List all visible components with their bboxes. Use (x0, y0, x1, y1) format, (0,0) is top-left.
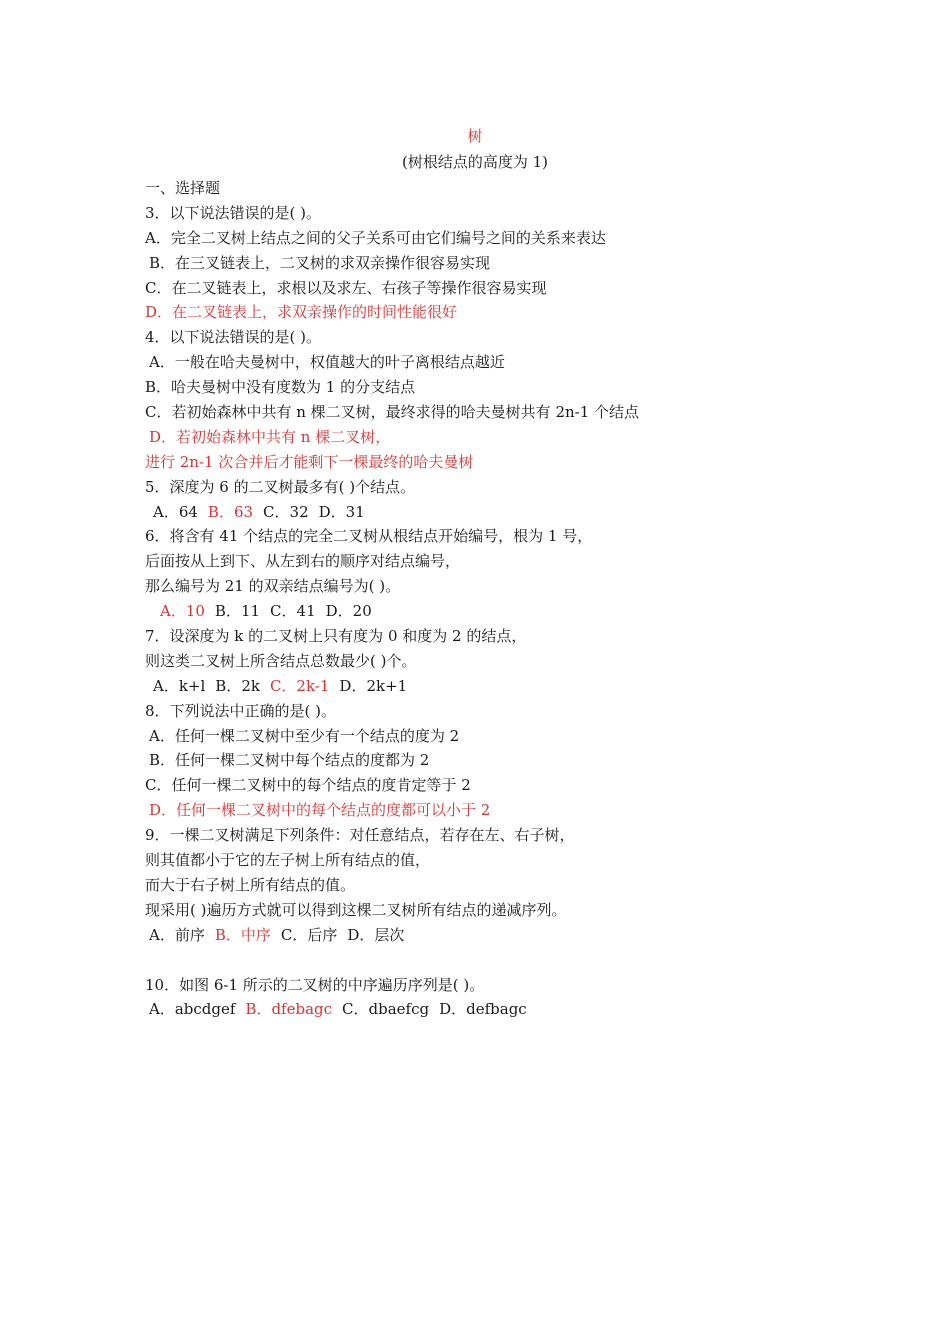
blank-line (145, 948, 845, 973)
q9-option-c: C．后序 (280, 925, 338, 944)
q9-option-a: A．前序 (149, 925, 205, 944)
q5-options (145, 500, 845, 525)
section-heading: 一、选择题 (145, 179, 221, 197)
q10-options (145, 997, 845, 1022)
q6-option-b: B．11 (214, 602, 261, 621)
q4-option-d-answer: D．若初始森林中共有 n 棵二叉树， (149, 427, 391, 446)
q4-option-b: B．哈夫曼树中没有度数为 1 的分支结点 (145, 378, 416, 397)
q5-option-a: A．64 (153, 502, 198, 521)
q3-option-d-answer: D．在二叉链表上，求双亲操作的时间性能很好 (145, 303, 458, 322)
q5-option-b-answer: B．63 (207, 502, 254, 521)
q3-option-a: A．完全二叉树上结点之间的父子关系可由它们编号之间的关系来表达 (145, 228, 606, 247)
q4-option-d-answer-cont: 进行 2n-1 次合并后才能剩下一棵最终的哈夫曼树 (145, 452, 474, 471)
q8-stem: 8．下列说法中正确的是( )。 (145, 701, 337, 720)
q7-stem-cont: 则这类二叉树上所含结点总数最少( )个。 (145, 651, 417, 670)
q9-option-d: D．层次 (347, 925, 405, 944)
q10-option-a: A．abcdgef (149, 1000, 236, 1019)
q3-option-b: B．在三叉链表上，二叉树的求双亲操作很容易实现 (149, 253, 491, 272)
q7-option-b: B．2k (215, 676, 260, 695)
q5-option-d: D．31 (318, 502, 365, 521)
q3-option-c: C．在二叉链表上，求根以及求左、右孩子等操作很容易实现 (145, 278, 547, 297)
q9-option-b-answer: B．中序 (214, 925, 271, 944)
q5-option-c: C．32 (263, 502, 309, 521)
q9-options (145, 923, 845, 948)
q6-option-c: C．41 (270, 602, 316, 621)
q6-stem-cont: 那么编号为 21 的双亲结点编号为( )。 (145, 577, 401, 596)
q9-stem: 9．一棵二叉树满足下列条件：对任意结点，若存在左、右子树， (145, 826, 575, 845)
q10-stem: 10．如图 6-1 所示的二叉树的中序遍历序列是( )。 (145, 975, 485, 994)
page-title: 树 (467, 127, 483, 145)
q7-option-a: A．k+l (153, 676, 206, 695)
q8-option-a: A．任何一棵二叉树中至少有一个结点的度为 2 (149, 726, 460, 745)
q6-option-d: D．20 (325, 602, 372, 621)
q7-option-d: D．2k+1 (339, 676, 408, 695)
q5-stem: 5．深度为 6 的二叉树最多有( )个结点。 (145, 477, 416, 496)
q7-stem: 7．设深度为 k 的二叉树上只有度为 0 和度为 2 的结点， (145, 627, 527, 646)
q10-option-c: C．dbaefcg (342, 1000, 430, 1019)
q4-stem: 4．以下说法错误的是( )。 (145, 328, 322, 347)
q6-option-a-answer: A．10 (160, 602, 205, 621)
q8-option-c: C．任何一棵二叉树中的每个结点的度肯定等于 2 (145, 776, 471, 795)
q10-option-b-answer: B．dfebagc (245, 1000, 333, 1019)
question-list (145, 176, 845, 1022)
q6-stem: 6．将含有 41 个结点的完全二叉树从根结点开始编号，根为 1 号， (145, 527, 593, 546)
q6-options (145, 599, 845, 624)
q8-option-b: B．任何一棵二叉树中每个结点的度都为 2 (149, 751, 430, 770)
q4-option-c: C．若初始森林中共有 n 棵二叉树，最终求得的哈夫曼树共有 2n-1 个结点 (145, 403, 640, 422)
q6-stem-cont: 后面按从上到下、从左到右的顺序对结点编号， (145, 552, 461, 571)
page-subtitle: (树根结点的高度为 1) (401, 153, 549, 171)
q9-stem-cont: 而大于右子树上所有结点的值。 (145, 875, 356, 894)
q8-option-d-answer: D．任何一棵二叉树中的每个结点的度都可以小于 2 (149, 801, 491, 820)
q4-option-a: A．一般在哈夫曼树中，权值越大的叶子离根结点越近 (149, 353, 505, 372)
q7-option-c-answer: C．2k-1 (269, 676, 330, 695)
q9-stem-cont: 现采用( )遍历方式就可以得到这棵二叉树所有结点的递减序列。 (145, 900, 567, 919)
q3-stem: 3．以下说法错误的是( )。 (145, 203, 322, 222)
q9-stem-cont: 则其值都小于它的左子树上所有结点的值， (145, 851, 431, 870)
q7-options (145, 674, 845, 699)
q10-option-d: D．defbagc (439, 1000, 527, 1019)
